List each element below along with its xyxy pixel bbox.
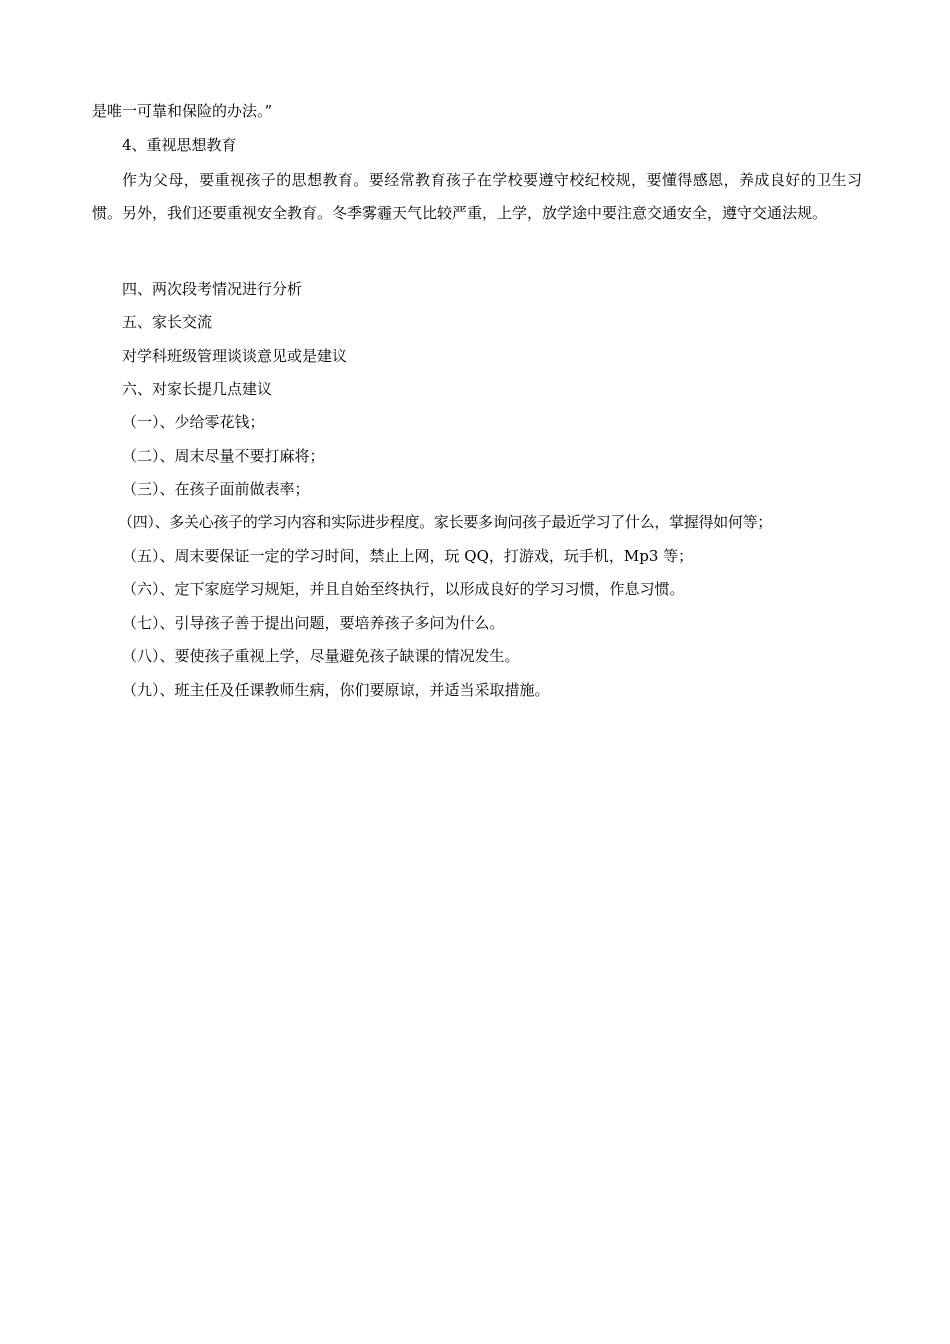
section-paragraph-4: 作为父母，要重视孩子的思想教育。要经常教育孩子在学校要遵守校纪校规，要懂得感恩，养成良好的卫生习惯。另外，我们还要重视安全教育。冬季雾霾天气比较严重，上学，放学途中要注意交通安全，遵守交通法规。 bbox=[92, 171, 862, 222]
suggestion-item: （八）、要使孩子重视上学，尽量避免孩子缺课的情况发生。 bbox=[122, 647, 520, 665]
heading-parent-exchange: 五、家长交流 bbox=[122, 313, 213, 331]
parent-exchange-text: 对学科班级管理谈谈意见或是建议 bbox=[122, 347, 348, 365]
heading-suggestions: 六、对家长提几点建议 bbox=[122, 380, 273, 398]
continuation-text: 是唯一可靠和保险的办法。” bbox=[92, 102, 273, 120]
suggestion-item: （四）、多关心孩子的学习内容和实际进步程度。家长要多询问孩子最近学习了什么，掌握得如何等； bbox=[118, 513, 773, 531]
suggestion-item: （六）、定下家庭学习规矩，并且自始至终执行，以形成良好的学习习惯，作息习惯。 bbox=[122, 580, 685, 598]
suggestion-item: （一）、少给零花钱； bbox=[122, 413, 265, 431]
suggestion-item: （三）、在孩子面前做表率； bbox=[122, 480, 310, 498]
heading-analysis: 四、两次段考情况进行分析 bbox=[122, 280, 303, 298]
suggestion-item: （七）、引导孩子善于提出问题，要培养孩子多问为什么。 bbox=[122, 614, 505, 632]
suggestion-item: （五）、周末要保证一定的学习时间，禁止上网，玩 QQ，打游戏，玩手机，Mp3 等； bbox=[122, 547, 694, 565]
suggestion-item: （二）、周末尽量不要打麻将； bbox=[122, 447, 325, 465]
section-heading-4: 4、重视思想教育 bbox=[122, 136, 237, 154]
suggestion-item: （九）、班主任及任课教师生病，你们要原谅，并适当采取措施。 bbox=[122, 681, 550, 699]
